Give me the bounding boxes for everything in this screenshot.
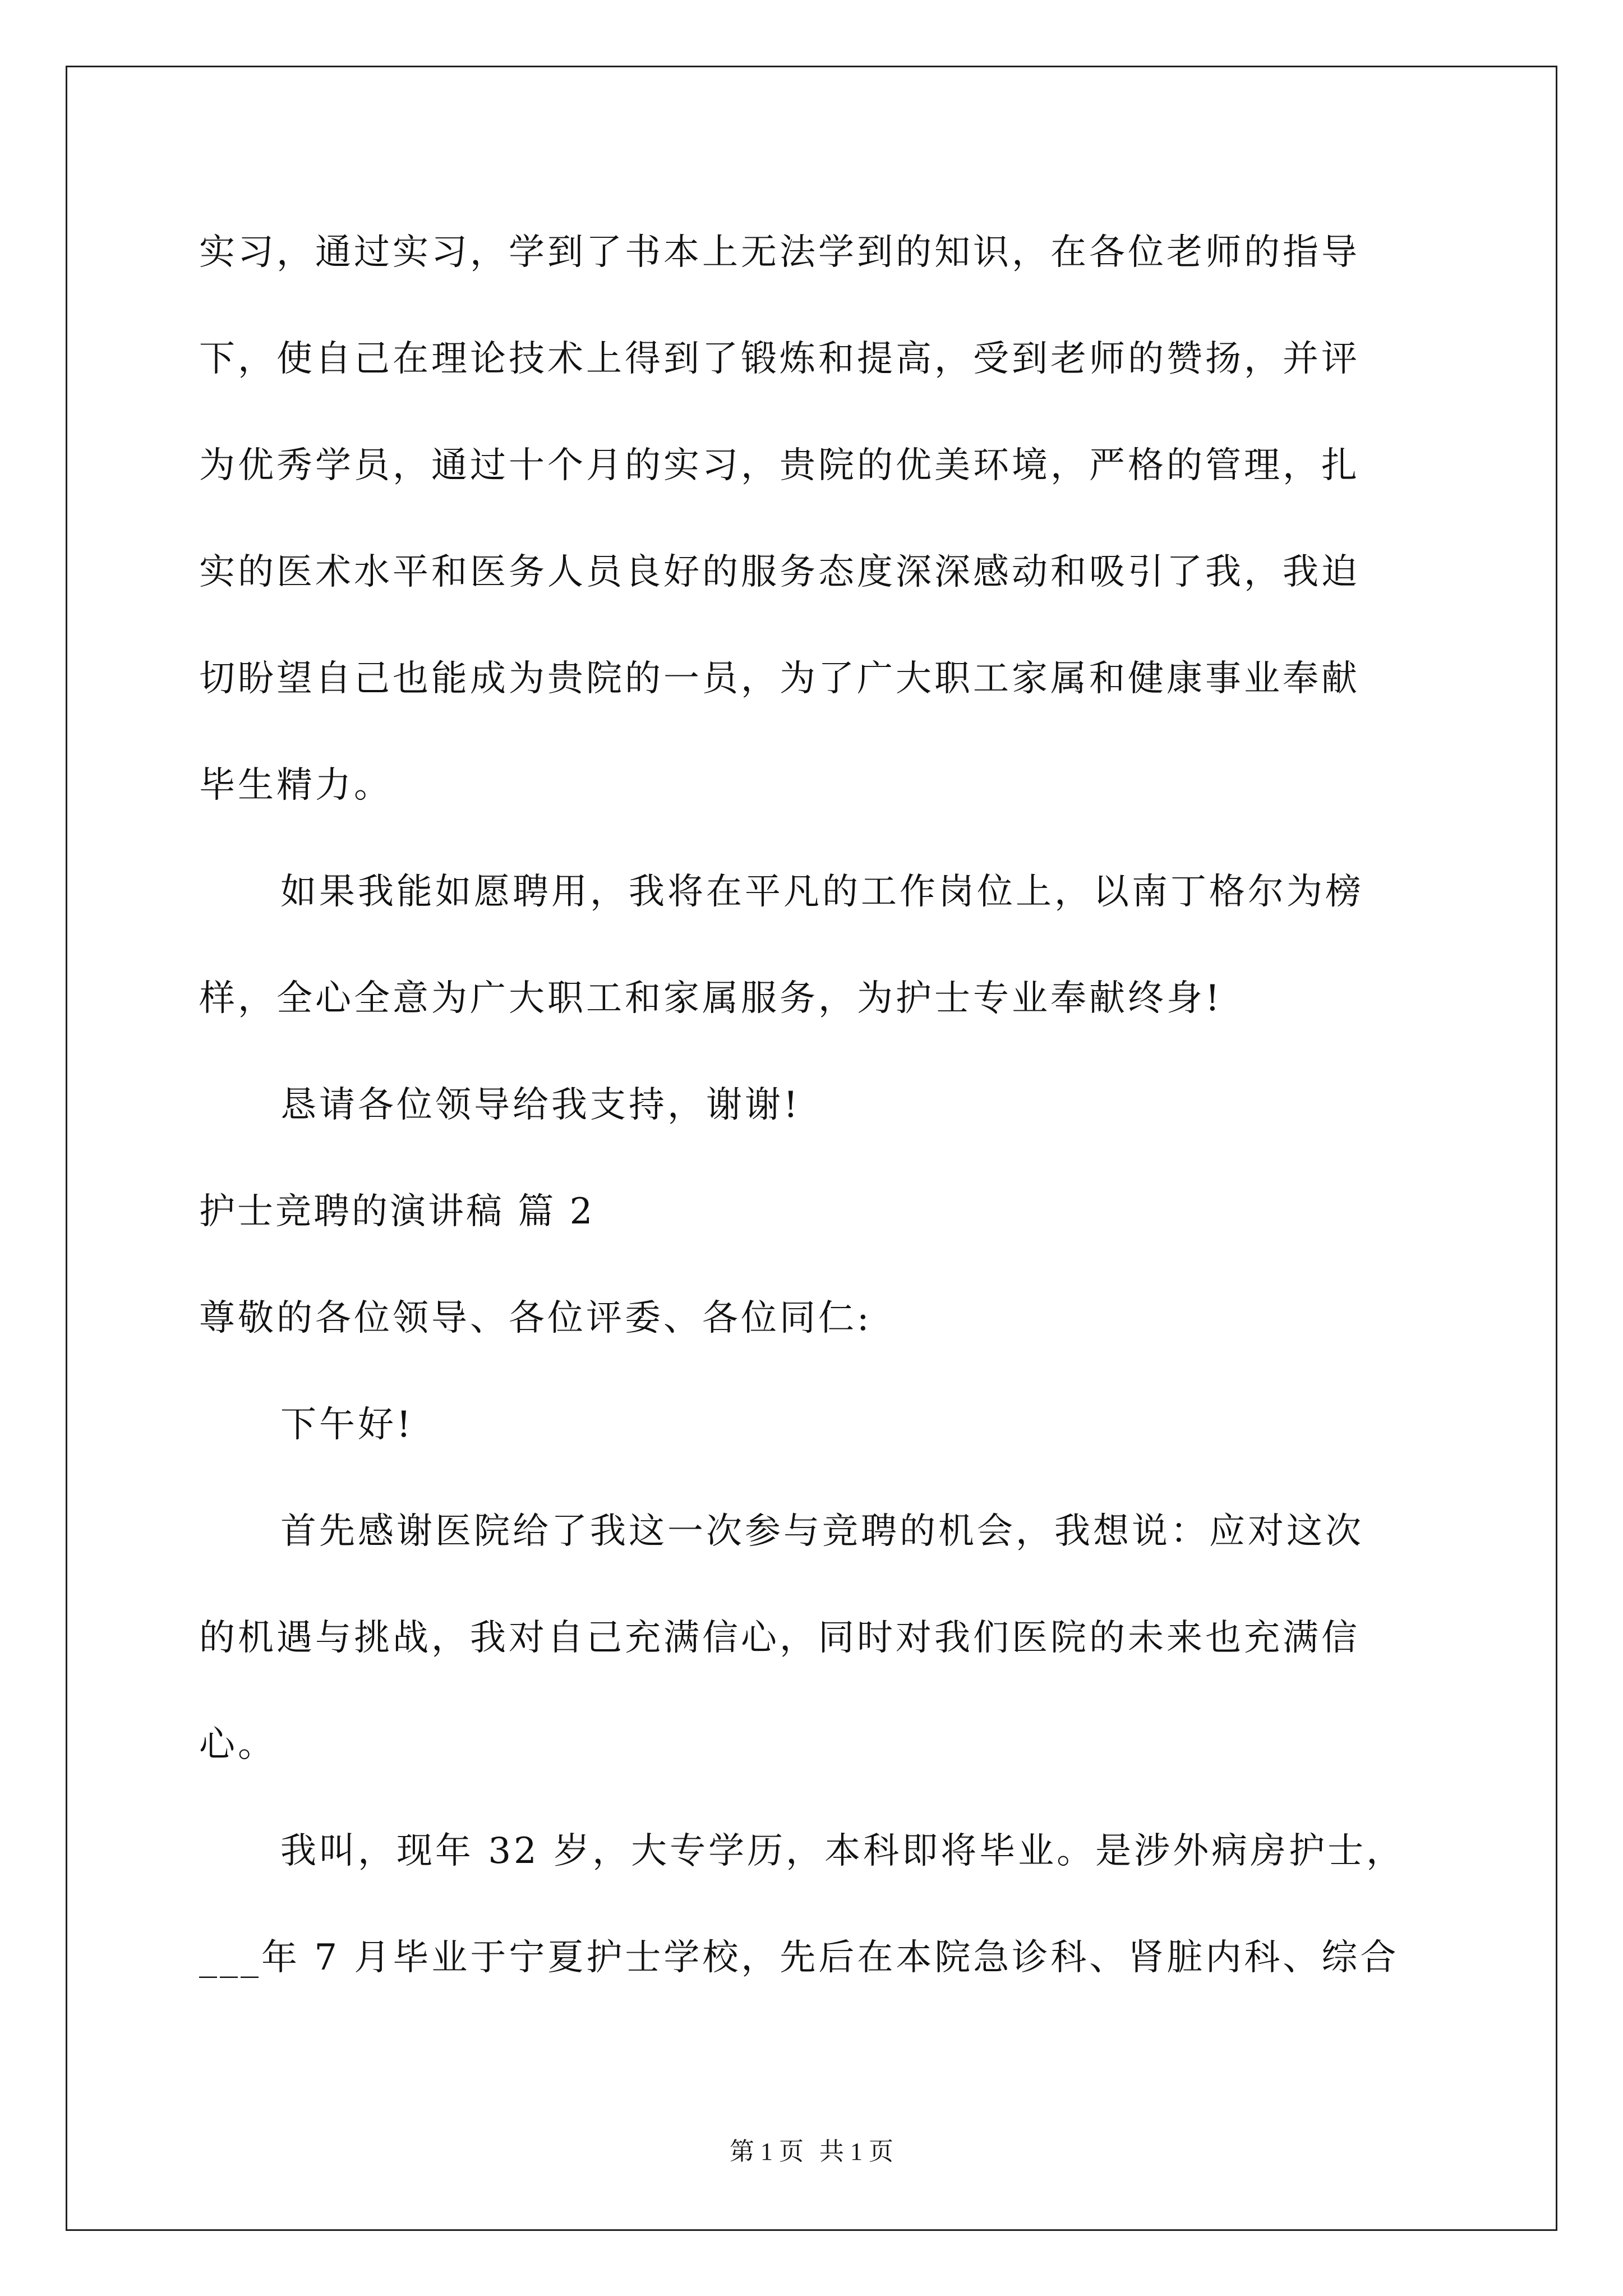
- section-heading: 护士竞聘的演讲稿 篇 2: [199, 1191, 595, 1232]
- text-line: 实的医术水平和医务人员良好的服务态度深深感动和吸引了我，我迫: [199, 551, 1360, 593]
- text-line: 心。: [199, 1724, 276, 1765]
- paragraph-first-line: 首先感谢医院给了我这一次参与竞聘的机会，我想说：应对这次: [280, 1511, 1364, 1552]
- paragraph-first-line: 恳请各位领导给我支持，谢谢!: [280, 1084, 801, 1126]
- page-footer: [0, 2136, 1623, 2168]
- salutation: 尊敬的各位领导、各位评委、各位同仁:: [199, 1297, 872, 1339]
- page-border: [66, 66, 1557, 2231]
- text-line: 下，使自己在理论技术上得到了锻炼和提高，受到老师的赞扬，并评: [199, 338, 1360, 380]
- text-line: ___年 7 月毕业于宁夏护士学校，先后在本院急诊科、肾脏内科、综合: [199, 1937, 1399, 1978]
- text-line: 切盼望自己也能成为贵院的一员，为了广大职工家属和健康事业奉献: [199, 658, 1360, 700]
- text-line: 的机遇与挑战，我对自己充满信心，同时对我们医院的未来也充满信: [199, 1617, 1360, 1659]
- text-line: 样，全心全意为广大职工和家属服务，为护士专业奉献终身!: [199, 978, 1223, 1019]
- page-total: 共 1 页: [819, 2138, 893, 2165]
- text-line: 实习，通过实习，学到了书本上无法学到的知识，在各位老师的指导: [199, 232, 1360, 273]
- greeting: 下午好!: [280, 1404, 414, 1446]
- paragraph-first-line: 我叫，现年 32 岁，大专学历，本科即将毕业。是涉外病房护士，: [280, 1830, 1405, 1872]
- paragraph-first-line: 如果我能如愿聘用，我将在平凡的工作岗位上，以南丁格尔为榜: [280, 871, 1364, 913]
- page-number: 第 1 页: [730, 2138, 804, 2165]
- text-line: 毕生精力。: [199, 765, 393, 806]
- text-line: 为优秀学员，通过十个月的实习，贵院的优美环境，严格的管理，扎: [199, 445, 1360, 486]
